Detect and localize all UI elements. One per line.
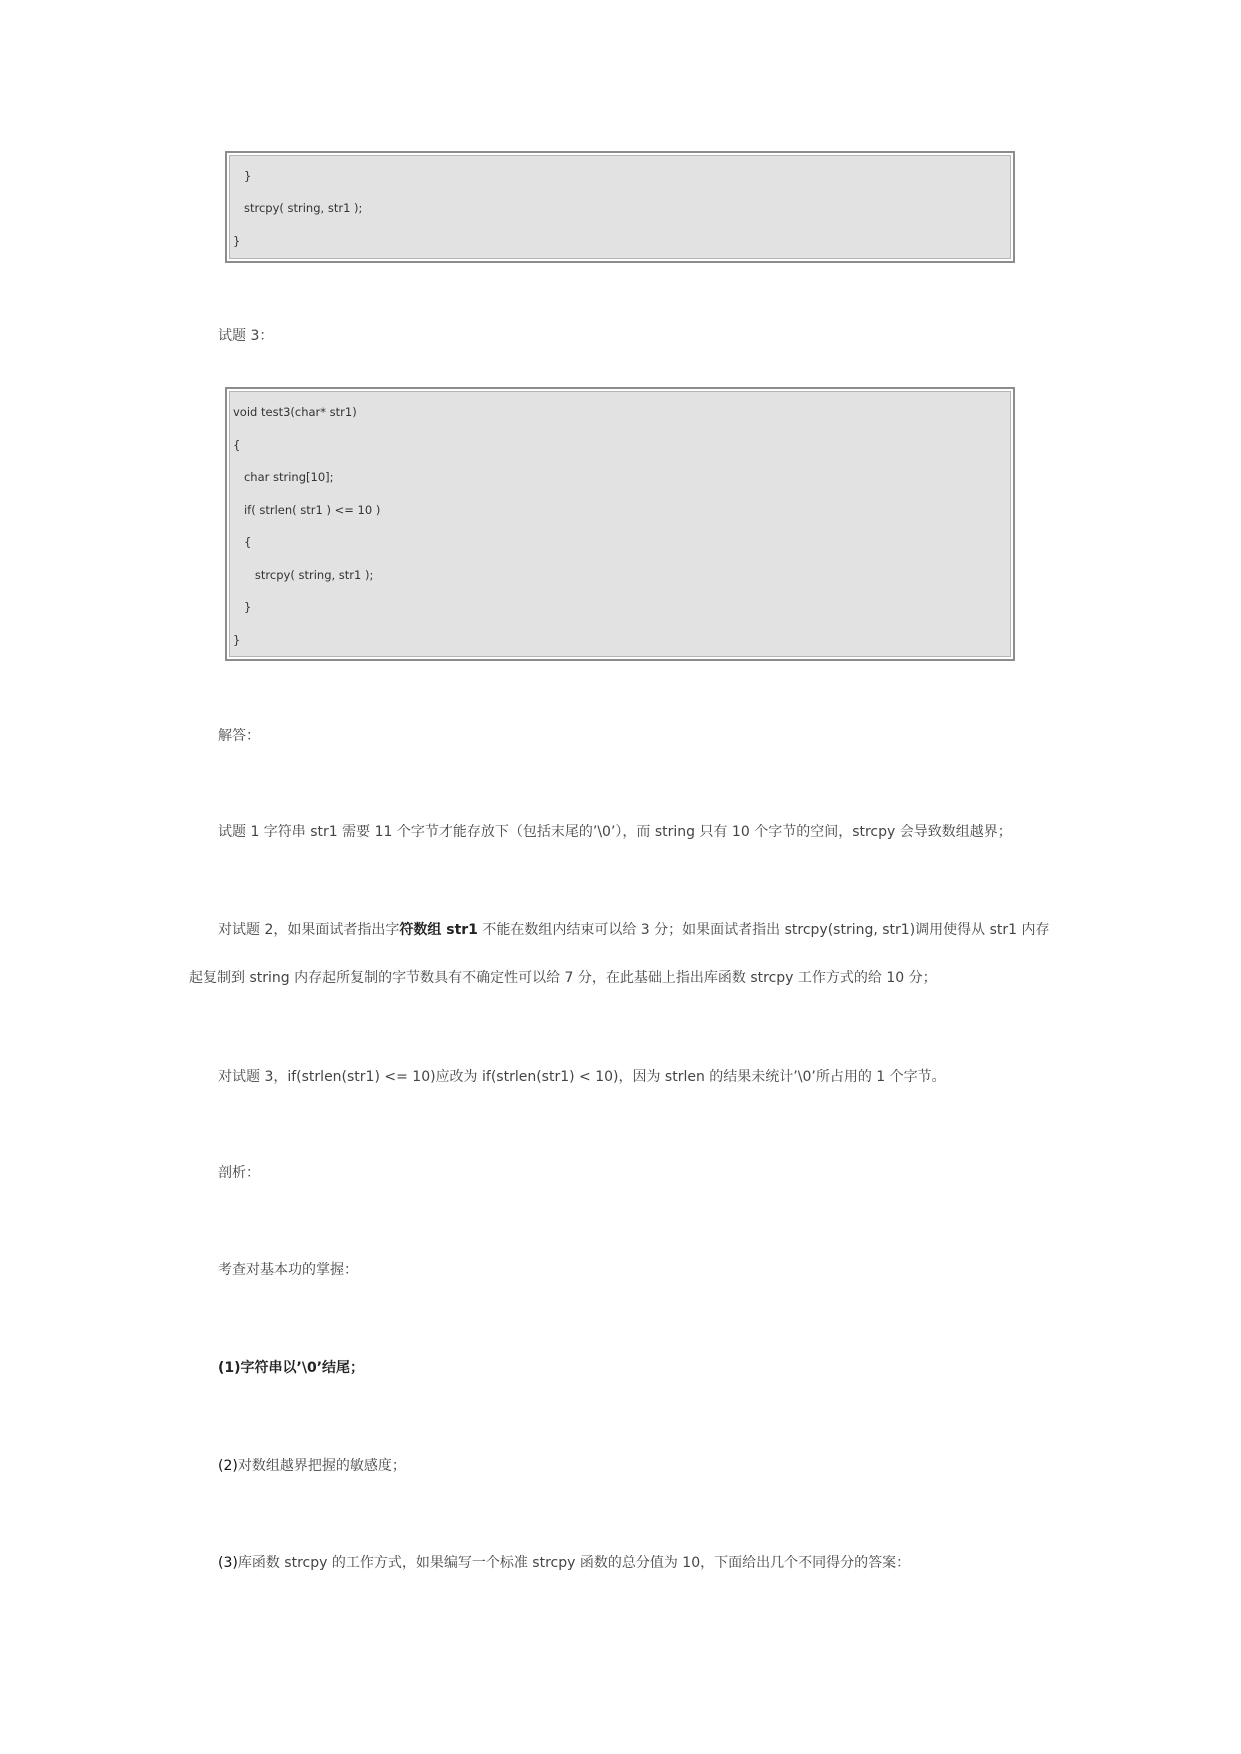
answer-item-2-line-2: 起复制到 string 内存起所复制的字节数具有不确定性可以给 7 分，在此基础上指出库函数 strcpy 工作方式的给 10 分；: [189, 970, 937, 986]
answer-item-1: 试题 1 字符串 str1 需要 11 个字节才能存放下（包括末尾的’\0’），而 string 只有 10 个字节的空间，strcpy 会导致数组越界；: [218, 824, 1012, 840]
analysis-point-2: [218, 1456, 406, 1476]
analysis-label: 剖析：: [218, 1165, 260, 1181]
answer-item-2-post: 不能在数组内结束可以给 3 分；如果面试者指出 strcpy(string, str1)调用使得从 str1 内存: [477, 922, 1050, 938]
answer-item-3: 对试题 3，if(strlen(str1) <= 10)应改为 if(strlen(str1) < 10)，因为 strlen 的结果未统计’\0’所占用的 1 个字节。: [218, 1069, 946, 1085]
analysis-intro: 考查对基本功的掌握：: [218, 1262, 358, 1278]
analysis-point-3-prefix: (3): [218, 1555, 238, 1571]
code-line: if( strlen( str1 ) <= 10 ): [233, 503, 381, 517]
analysis-point-2-prefix: (2): [218, 1458, 238, 1474]
code-line: strcpy( string, str1 );: [233, 568, 374, 582]
code-line: {: [233, 535, 252, 549]
analysis-point-3: [218, 1553, 910, 1573]
code-line: char string[10];: [233, 470, 334, 484]
answer-label: 解答：: [218, 728, 260, 744]
code-block-2: [225, 387, 1015, 661]
answer-item-2-pre: 对试题 2，如果面试者指出字: [218, 922, 400, 938]
code-line: }: [233, 633, 241, 647]
analysis-point-1: (1)字符串以’\0’结尾；: [218, 1360, 365, 1376]
section-label-test3: 试题 3：: [218, 328, 274, 344]
code-line: }: [233, 600, 252, 614]
code-line: {: [233, 438, 241, 452]
code-block-1: [225, 151, 1015, 263]
code-line: void test3(char* str1): [233, 405, 357, 419]
answer-item-2-bold: 符数组 str1: [399, 922, 478, 938]
code-line: strcpy( string, str1 );: [233, 201, 363, 215]
analysis-point-2-text: 对数组越界把握的敏感度；: [237, 1458, 406, 1474]
analysis-point-3-text: 库函数 strcpy 的工作方式，如果编写一个标准 strcpy 函数的总分值为 10，下面给出几个不同得分的答案：: [237, 1555, 911, 1571]
code-line: }: [233, 234, 241, 248]
answer-item-2-line-1: [218, 920, 1050, 940]
code-line: }: [233, 169, 252, 183]
